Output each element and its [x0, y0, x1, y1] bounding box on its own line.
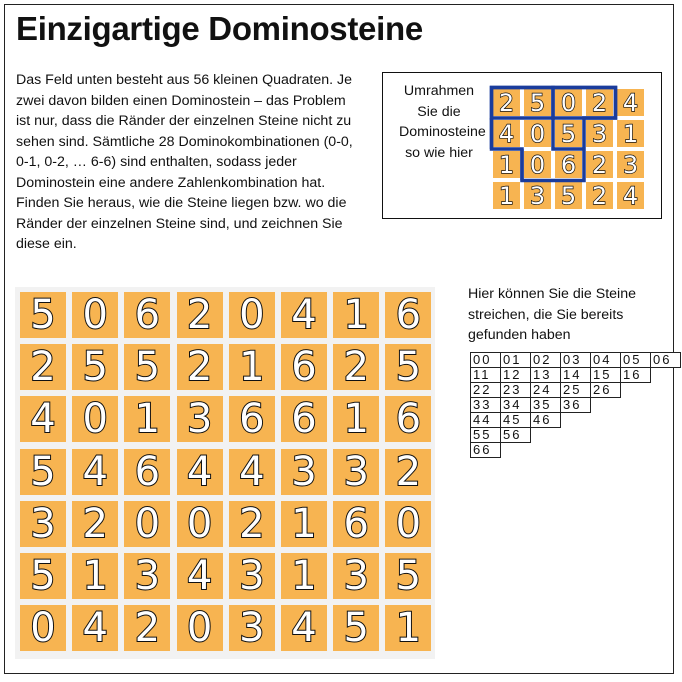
domino-outline-stroke	[553, 118, 584, 149]
board-cell[interactable]	[72, 449, 118, 495]
board-digit: 2	[186, 292, 213, 338]
board-cell[interactable]	[177, 605, 223, 651]
board-cell[interactable]	[20, 344, 66, 390]
board-digit: 6	[239, 396, 265, 443]
board-cell[interactable]	[20, 449, 66, 495]
board-cell[interactable]	[124, 553, 170, 599]
board-cell[interactable]	[229, 396, 275, 442]
board-cell[interactable]	[281, 344, 327, 390]
board-cell[interactable]	[124, 449, 170, 495]
board-cell[interactable]	[229, 553, 275, 599]
board-cell[interactable]	[177, 344, 223, 390]
board-digit: 3	[291, 448, 317, 495]
board-digit: 2	[186, 344, 213, 391]
board-cell[interactable]	[72, 344, 118, 390]
tracker-cell[interactable]: 34	[500, 397, 531, 413]
board-cell[interactable]	[385, 501, 431, 547]
board-cell[interactable]	[385, 553, 431, 599]
tracker-cell[interactable]: 36	[560, 397, 591, 413]
domino-outline-stroke	[553, 88, 616, 119]
tracker-cell[interactable]: 22	[470, 382, 501, 398]
board-cell[interactable]	[385, 344, 431, 390]
board-cell[interactable]	[20, 396, 66, 442]
tracker-cell[interactable]: 14	[560, 367, 591, 383]
tracker-cell[interactable]: 24	[530, 382, 561, 398]
board-cell[interactable]	[177, 501, 223, 547]
example-digit: 2	[591, 150, 608, 179]
example-digit: 2	[591, 181, 608, 210]
page-title: Einzigartige Dominosteine	[16, 10, 423, 47]
board-cell[interactable]	[72, 396, 118, 442]
board-digit: 5	[30, 448, 56, 495]
board-cell[interactable]	[124, 605, 170, 651]
example-digit: 3	[622, 150, 639, 179]
example-digit: 0	[529, 150, 546, 179]
board-digit: 0	[186, 605, 213, 652]
board-digit: 0	[82, 396, 108, 443]
board-digit: 6	[343, 500, 369, 547]
tracker-cell[interactable]: 55	[470, 427, 501, 443]
board-digit: 2	[134, 605, 161, 652]
board-cell[interactable]	[72, 501, 118, 547]
example-digit: 4	[622, 181, 639, 210]
tracker-cell[interactable]: 06	[650, 352, 681, 368]
tracker-label: Hier können Sie die Steine streichen, die Sie bereits gefunden haben	[468, 286, 636, 343]
board-digit: 3	[134, 553, 161, 599]
board-cell[interactable]	[333, 344, 379, 390]
tracker-cell[interactable]: 35	[530, 397, 561, 413]
board-digit: 4	[291, 605, 317, 652]
example-digit: 2	[498, 88, 515, 117]
domino-board	[15, 287, 435, 659]
tracker-cell[interactable]: 33	[470, 397, 501, 413]
board-cell[interactable]	[281, 553, 327, 599]
board-digit: 2	[395, 448, 422, 495]
example-box	[382, 72, 662, 219]
board-cell[interactable]	[333, 501, 379, 547]
board-digit: 3	[343, 448, 369, 495]
board-digit: 6	[134, 292, 161, 338]
board-digit: 5	[395, 344, 422, 391]
board-cell[interactable]	[20, 501, 66, 547]
board-cell[interactable]	[385, 449, 431, 495]
board-digit: 3	[239, 553, 265, 599]
board-cell[interactable]	[281, 396, 327, 442]
example-digit: 3	[529, 181, 546, 210]
tracker-cell[interactable]: 05	[620, 352, 651, 368]
board-digit: 0	[395, 500, 422, 547]
board-cell[interactable]	[229, 344, 275, 390]
example-digit: 0	[560, 88, 577, 117]
board-digit: 1	[395, 605, 422, 652]
board-digit: 4	[82, 605, 108, 652]
tracker-cell[interactable]: 03	[560, 352, 591, 368]
tracker-cell[interactable]: 23	[500, 382, 531, 398]
board-digit: 5	[343, 605, 369, 652]
example-digit: 0	[529, 119, 546, 148]
board-cell[interactable]	[385, 292, 431, 338]
board-cell[interactable]	[385, 605, 431, 651]
board-cell[interactable]	[333, 396, 379, 442]
board-cell[interactable]	[124, 396, 170, 442]
tracker-cell[interactable]: 46	[530, 412, 561, 428]
board-digit: 1	[239, 344, 265, 391]
example-instruction: Umrahmen Sie die Dominosteine so wie hier	[399, 83, 486, 161]
board-cell[interactable]	[385, 396, 431, 442]
board-cell[interactable]	[333, 605, 379, 651]
board-cell[interactable]	[124, 292, 170, 338]
board-cell[interactable]	[72, 292, 118, 338]
board-cell[interactable]	[229, 605, 275, 651]
board-cell[interactable]	[333, 292, 379, 338]
board-cell[interactable]	[72, 605, 118, 651]
board-digit: 6	[291, 396, 317, 443]
board-digit: 0	[30, 605, 56, 652]
board-digit: 1	[343, 292, 369, 338]
board-cell[interactable]	[20, 605, 66, 651]
board-digit: 3	[186, 396, 213, 443]
board-cell[interactable]	[333, 449, 379, 495]
tracker-cell[interactable]: 11	[470, 367, 501, 383]
board-cell[interactable]	[124, 344, 170, 390]
tracker-cell[interactable]: 66	[470, 442, 501, 458]
board-digit: 6	[291, 344, 317, 391]
tracker-cell[interactable]: 25	[560, 382, 591, 398]
example-digit: 2	[591, 88, 608, 117]
board-cell[interactable]	[177, 396, 223, 442]
board-digit: 0	[239, 292, 265, 338]
example-grid	[491, 87, 641, 211]
board-digit: 1	[291, 500, 317, 547]
example-digit: 1	[622, 119, 639, 148]
board-digit: 3	[239, 605, 265, 652]
board-digit: 3	[343, 553, 369, 599]
board-digit: 5	[30, 292, 56, 338]
board-digit: 0	[134, 500, 161, 547]
example-digit: 1	[498, 150, 515, 179]
domino-outline-stroke	[492, 88, 554, 119]
board-digit: 1	[291, 553, 317, 599]
board-cell[interactable]	[229, 449, 275, 495]
board-digit: 4	[239, 448, 265, 495]
board-digit: 2	[343, 344, 369, 391]
example-digit: 6	[560, 150, 577, 179]
example-domino-outlines	[491, 87, 641, 211]
board-digit: 4	[82, 448, 108, 495]
board-digit: 5	[82, 344, 108, 391]
board-digit: 4	[30, 396, 56, 443]
board-cell[interactable]	[281, 605, 327, 651]
tracker-cell[interactable]: 13	[530, 367, 561, 383]
board-digit: 4	[291, 292, 317, 338]
board-cell[interactable]	[281, 501, 327, 547]
board-digit: 1	[82, 553, 108, 599]
board-cell[interactable]	[281, 449, 327, 495]
board-digit: 5	[395, 553, 422, 599]
board-cell[interactable]	[20, 292, 66, 338]
board-digit: 2	[30, 344, 56, 391]
board-cell[interactable]	[72, 553, 118, 599]
example-digit: 4	[622, 88, 639, 117]
tracker-cell[interactable]: 01	[500, 352, 531, 368]
board-cell[interactable]	[177, 449, 223, 495]
board-digit: 6	[395, 396, 422, 443]
tracker-cell[interactable]: 16	[620, 367, 651, 383]
tracker-cell[interactable]: 04	[590, 352, 621, 368]
board-digit: 4	[186, 448, 213, 495]
example-digit: 1	[498, 181, 515, 210]
example-digit: 4	[498, 119, 515, 148]
board-cell[interactable]	[177, 292, 223, 338]
board-digit: 2	[239, 500, 265, 547]
example-digit: 5	[529, 88, 546, 117]
tracker-cell[interactable]: 45	[500, 412, 531, 428]
board-cell[interactable]	[229, 501, 275, 547]
board-cell[interactable]	[124, 501, 170, 547]
example-digit: 3	[591, 119, 608, 148]
board-digit: 1	[343, 396, 369, 443]
board-digit: 1	[134, 396, 161, 443]
board-cell[interactable]	[177, 553, 223, 599]
board-digit: 2	[82, 500, 108, 547]
board-cell[interactable]	[229, 292, 275, 338]
board-digit: 6	[395, 292, 422, 338]
board-digit: 0	[82, 292, 108, 338]
example-digit: 5	[560, 119, 577, 148]
intro-text: Das Feld unten besteht aus 56 kleinen Quadraten. Je zwei davon bilden einen Dominostein – das Problem ist nur, dass die Ränder der einzelnen Steine nicht zu sehen sind. Sämtliche 28 Dominokombinationen (0-0, 0-1, 0-2, … 6-6) sind enthalten, sodass jeder Dominostein eine andere Zahlenkombination hat. Finden Sie heraus, wie die Steine liegen bzw. wo die Ränder der einzelnen Steine sind, und zeichnen Sie diese ein.	[16, 72, 353, 252]
board-digit: 0	[186, 500, 213, 547]
board-digit: 6	[134, 448, 161, 495]
tracker-cell[interactable]: 02	[530, 352, 561, 368]
board-digit: 4	[186, 553, 213, 599]
tracker-cell[interactable]: 44	[470, 412, 501, 428]
board-digit: 5	[30, 553, 56, 599]
example-digit: 5	[560, 181, 577, 210]
tracker-cell[interactable]: 00	[470, 352, 501, 368]
tracker-cell[interactable]: 15	[590, 367, 621, 383]
board-digit: 3	[30, 500, 56, 547]
board-digit: 5	[134, 344, 161, 391]
board-cell[interactable]	[333, 553, 379, 599]
tracker-cell[interactable]: 12	[500, 367, 531, 383]
tracker-cell[interactable]: 56	[500, 427, 531, 443]
board-cell[interactable]	[20, 553, 66, 599]
board-cell[interactable]	[281, 292, 327, 338]
tracker-cell[interactable]: 26	[590, 382, 621, 398]
